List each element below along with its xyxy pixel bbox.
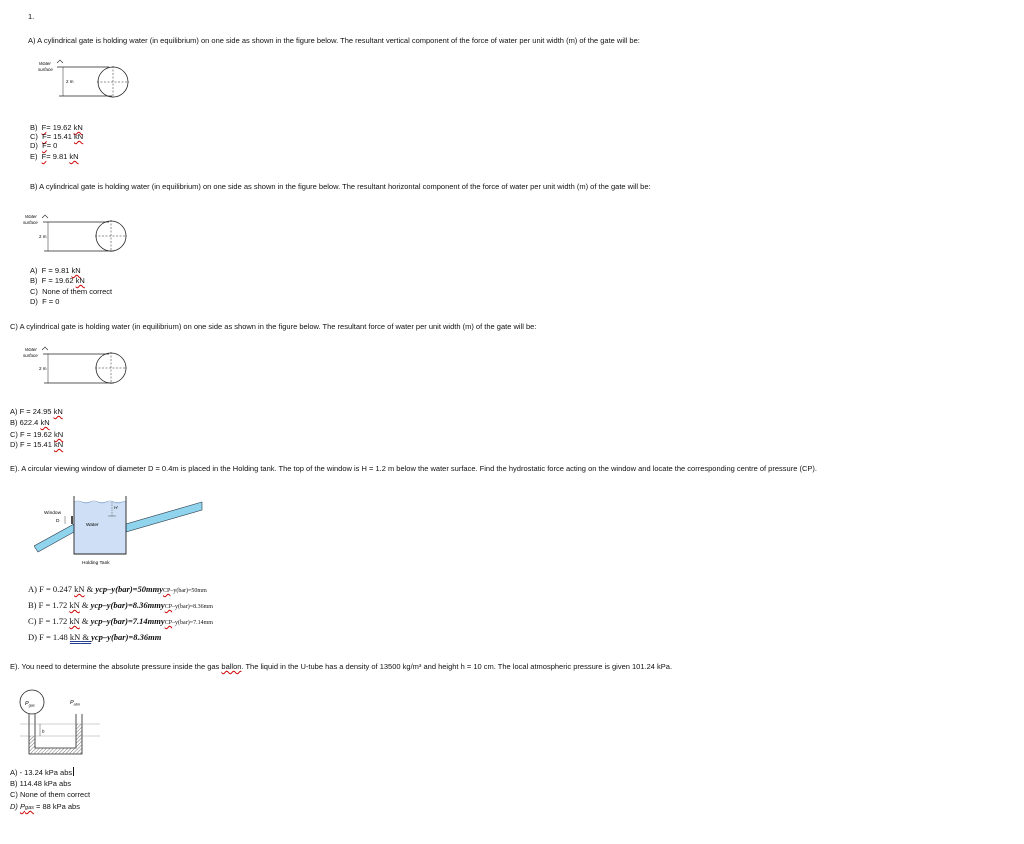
question-a-prompt: A) A cylindrical gate is holding water (in equilibrium) on one side as shown in the figure below. The resultant vertical component of the force of water per unit width (m) of the gate will be: (28, 36, 640, 45)
q5-option-a[interactable]: A) - 13.24 kPa abs (10, 768, 73, 777)
q3-option-d[interactable]: D) F = 15.41 kN (10, 440, 64, 449)
q2-option-a[interactable]: A) F = 9.81 kN (30, 266, 81, 275)
cylindrical-gate-figure-2 (19, 211, 139, 261)
q5-option-b[interactable]: B) 114.48 kPa abs (10, 779, 72, 788)
q4-option-c[interactable]: C) F = 1.72 kN & ycp–y(bar)=7.14mmyCP–y(bar)=7.14mm (28, 616, 213, 626)
svg-text:2 m: 2 m (66, 79, 74, 84)
q2-option-c[interactable]: C) None of them correct (30, 287, 113, 296)
q2-option-d[interactable]: D) F = 0 (30, 297, 60, 306)
svg-text:H: H (114, 506, 118, 511)
svg-text:surface: surface (23, 353, 38, 358)
p-gas-label: $P_{gas}$ (25, 701, 35, 708)
q1-option-e[interactable]: E) F= 9.81 kN (30, 152, 79, 161)
problem-number: 1. (28, 12, 35, 21)
holding-tank-label: Holding Tank (82, 561, 110, 566)
svg-text:Water: Water (86, 523, 99, 528)
svg-text:D: D (56, 519, 60, 524)
svg-text:2 m: 2 m (39, 366, 47, 371)
svg-text:surface: surface (38, 67, 53, 72)
svg-text:Water: Water (25, 347, 37, 352)
q5-option-d[interactable]: D) Pgas = 88 kPa abs (10, 802, 80, 811)
q4-option-b[interactable]: B) F = 1.72 kN & ycp–y(bar)=8.36mmyCP–y(bar)=8.36mm (28, 600, 213, 610)
q3-option-a[interactable]: A) F = 24.95 kN (10, 407, 63, 416)
question-c-prompt: C) A cylindrical gate is holding water (in equilibrium) on one side as shown in the figure below. The resultant force of water per unit width (m) of the gate will be: (10, 322, 537, 331)
svg-text:2 m: 2 m (39, 234, 47, 239)
q1-option-d[interactable]: D) F= 0 (30, 141, 58, 150)
text-cursor (73, 767, 74, 776)
q4-option-d[interactable]: D) F = 1.48 kN & ycp–y(bar)=8.36mm (28, 632, 162, 642)
question-e-gas-prompt: E). You need to determine the absolute pressure inside the gas ballon. The liquid in the U-tube has a density of 13500 kg/m³ and height h = 10 cm. The local atmospheric pressure is given 101.24 kPa. (10, 662, 673, 671)
water-surface-label: Water (39, 61, 51, 66)
q3-option-c[interactable]: C) F = 19.62 kN (10, 430, 64, 439)
q3-option-b[interactable]: B) 622.4 kN (10, 418, 50, 427)
holding-tank-figure (34, 494, 204, 570)
cylindrical-gate-figure-3 (19, 344, 139, 394)
q1-option-b[interactable]: B) F= 19.62 kN (30, 123, 83, 132)
cylindrical-gate-figure-1 (30, 58, 140, 104)
question-b-prompt: B) A cylindrical gate is holding water (in equilibrium) on one side as shown in the figure below. The resultant horizontal component of the force of water per unit width (m) of the gate will be: (30, 182, 651, 191)
q4-option-a[interactable]: A) F = 0.247 kN & ycp–y(bar)=50mmyCP–y(bar)=50mm (28, 584, 207, 594)
svg-text:surface: surface (23, 220, 38, 225)
question-e-window-prompt: E). A circular viewing window of diameter D = 0.4m is placed in the Holding tank. The top of the window is H = 1.2 m below the water surface. Find the hydrostatic force acting on the window and locate the corresponding centre of pressure (CP). (10, 464, 817, 473)
q1-option-c[interactable]: C) F= 15.41 kN (30, 132, 84, 141)
q2-option-b[interactable]: B) F = 19.62 kN (30, 276, 85, 285)
svg-text:h: h (42, 729, 45, 734)
window-label: Window (44, 511, 62, 516)
u-tube-manometer-figure (18, 688, 108, 760)
p-atm-label: $P_{atm}$ (70, 700, 81, 707)
svg-text:Water: Water (25, 214, 37, 219)
q5-option-c[interactable]: C) None of them correct (10, 790, 91, 799)
